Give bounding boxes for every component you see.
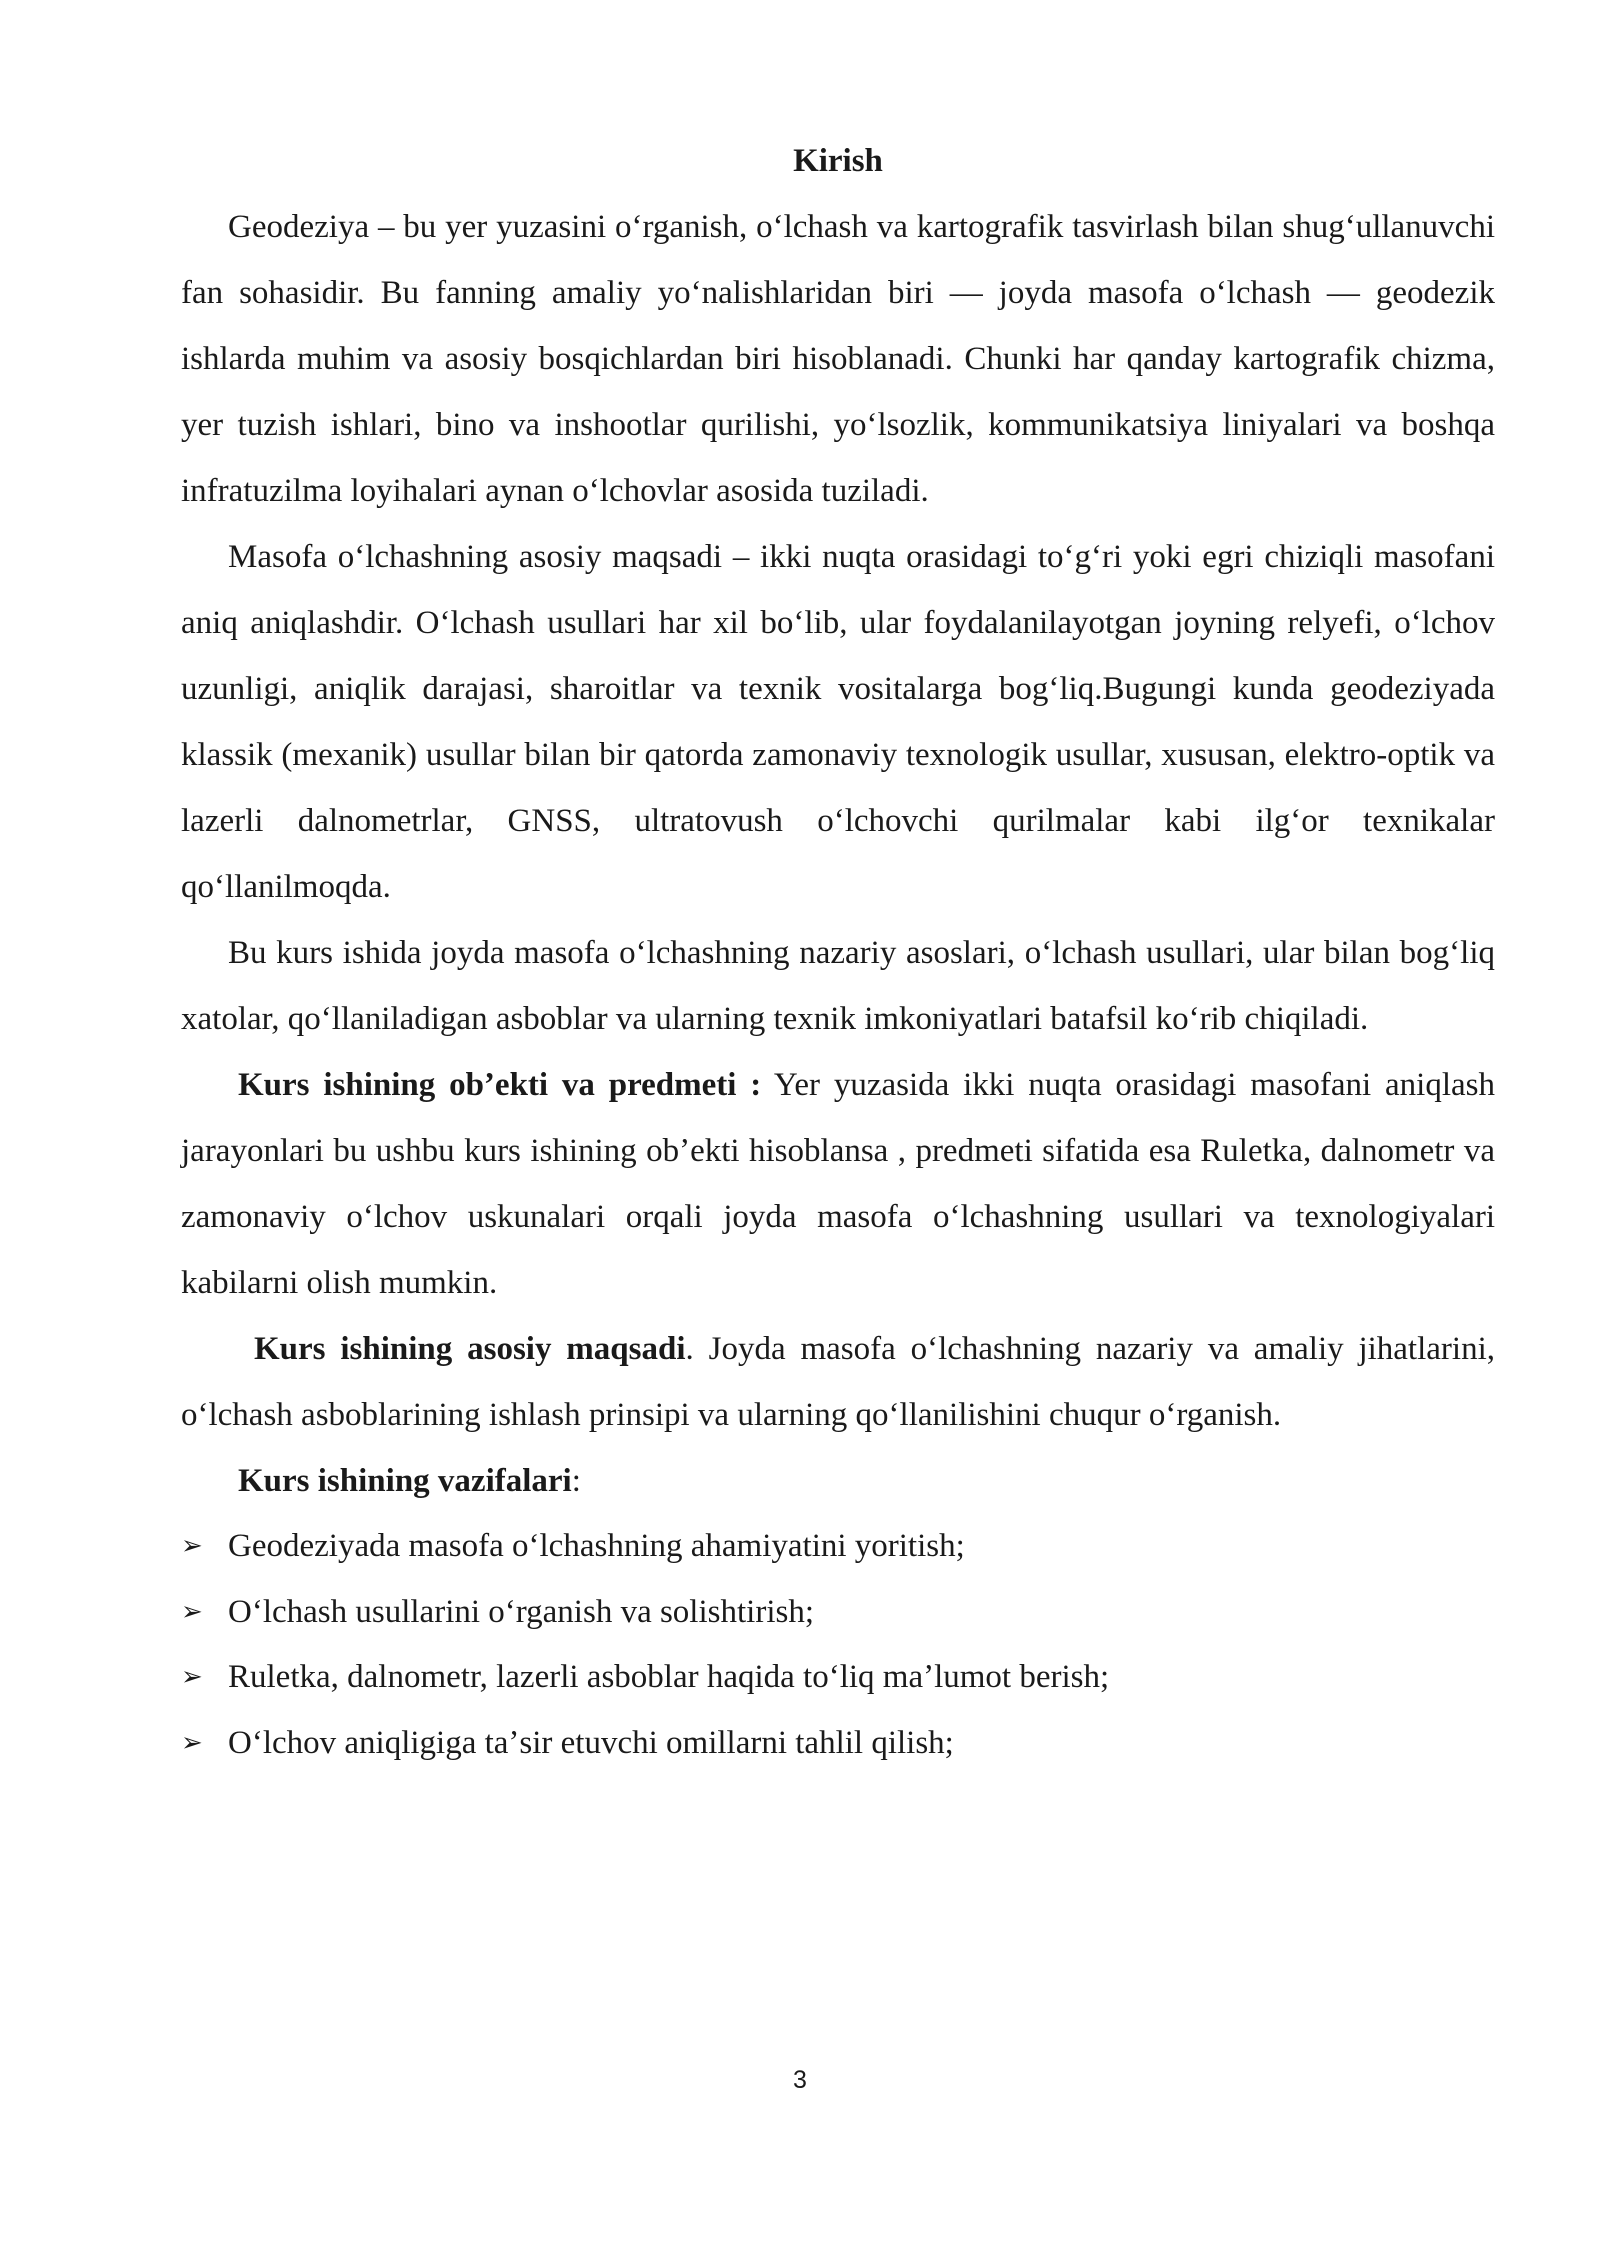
task-text: Geodeziyada masofa oʻlchashning ahamiyatini yoritish; [228, 1528, 965, 1564]
tasks-heading [181, 1448, 1495, 1514]
object-paragraph [181, 1052, 1495, 1316]
task-item [181, 1711, 1495, 1777]
arrow-bullet-icon: ➢ [181, 1596, 203, 1627]
scope-paragraph: Bu kurs ishida joyda masofa oʻlchashning nazariy asoslari, oʻlchash usullari, ular bilan bogʻliq xatolar, qoʻllaniladigan asboblar va ularning texnik imkoniyatlari batafsil koʻrib chiqiladi. [181, 935, 1495, 1037]
task-text: Oʻlchash usullarini oʻrganish va solishtirish; [228, 1593, 814, 1630]
task-text: Oʻlchov aniqligiga taʼsir etuvchi omillarni tahlil qilish; [228, 1724, 954, 1761]
arrow-bullet-icon: ➢ [181, 1531, 203, 1561]
task-item [181, 1580, 1495, 1646]
arrow-bullet-icon: ➢ [181, 1662, 203, 1692]
object-label: Kurs ishining obʼekti va predmeti : [238, 1067, 762, 1103]
goal-label: Kurs ishining asosiy maqsadi [254, 1331, 686, 1367]
task-item [181, 1514, 1495, 1580]
purpose-paragraph: Masofa oʻlchashning asosiy maqsadi – ikki nuqta orasidagi toʻgʻri yoki egri chiziqli masofani aniq aniqlashdir. Oʻlchash usullari har xil boʻlib, ular foydalanilayotgan joyning relyefi, oʻlchov uzunligi, aniqlik darajasi, sharoitlar va texnik vositalarga bogʻliq.Bugungi kunda geodeziyada klassik (mexanik) usullar bilan bir qatorda zamonaviy texnologik usullar, xususan, elektro-optik va lazerli dalnometrlar, GNSS, ultratovush oʻlchovchi qurilmalar kabi ilgʻor texnikalar qoʻllanilmoqda. [181, 539, 1495, 905]
page-number: 3 [793, 2066, 807, 2094]
task-item [181, 1645, 1495, 1711]
page-content [181, 128, 1495, 1776]
intro-paragraph: Geodeziya – bu yer yuzasini oʻrganish, oʻlchash va kartografik tasvirlash bilan shugʻullanuvchi fan sohasidir. Bu fanning amaliy yoʻnalishlaridan biri — joyda masofa oʻlchash — geodezik ishlarda muhim va asosiy bosqichlardan biri hisoblanadi. Chunki har qanday kartografik chizma, yer tuzish ishlari, bino va inshootlar qurilishi, yoʻlsozlik, kommunikatsiya liniyalari va boshqa infratuzilma loyihalari aynan oʻlchovlar asosida tuziladi. [181, 209, 1495, 509]
goal-paragraph [181, 1316, 1495, 1448]
tasks-list [181, 1514, 1495, 1776]
task-text: Ruletka, dalnometr, lazerli asboblar haqida toʻliq maʼlumot berish; [228, 1659, 1110, 1695]
tasks-label: Kurs ishining vazifalari [238, 1463, 572, 1499]
tasks-colon: : [571, 1463, 581, 1499]
page-title: Kirish [793, 143, 883, 179]
goal-text: . Joyda masofa oʻlchashning nazariy va amaliy jihatlarini, oʻlchash asboblarining ishlash prinsipi va ularning qoʻllanilishini chuqur oʻrganish. [181, 1331, 1495, 1433]
arrow-bullet-icon: ➢ [181, 1727, 203, 1758]
object-text: Yer yuzasida ikki nuqta orasidagi masofani aniqlash jarayonlari bu ushbu kurs ishining obʼekti hisoblansa , predmeti sifatida esa Ruletka, dalnometr va zamonaviy oʻlchov uskunalari orqali joyda masofa oʻlchashning usullari va texnologiyalari kabilarni olish mumkin. [181, 1067, 1495, 1301]
